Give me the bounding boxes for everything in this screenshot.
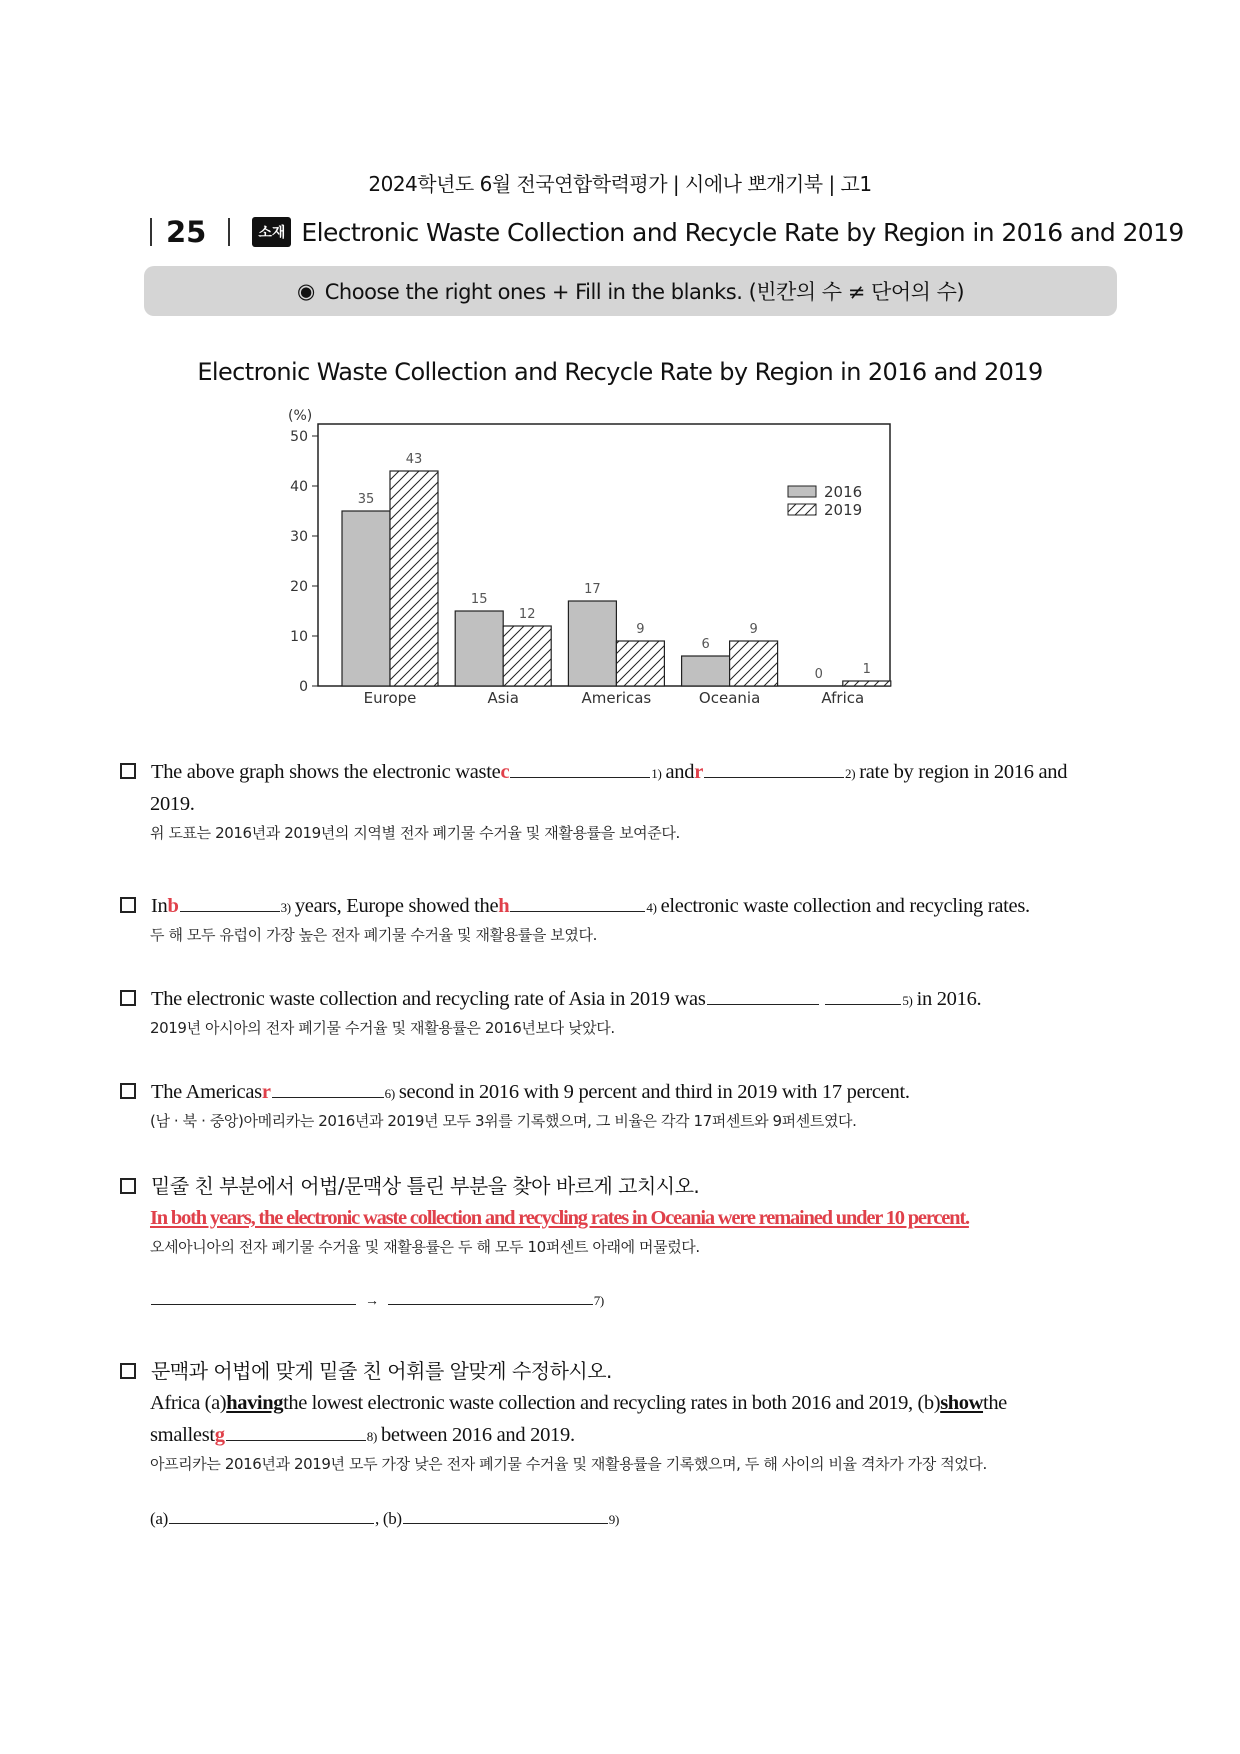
arrow-icon: → [365, 1294, 379, 1309]
data-label: 35 [357, 492, 375, 507]
bar-africa-2019 [843, 681, 891, 686]
underlined-sentence: In both years, the electronic waste collection and recycling rates in Oceania were remained under 10 percent. [150, 1207, 969, 1229]
underlined-word-a: having [226, 1392, 284, 1414]
hint-letter: c [500, 761, 510, 783]
checkbox-icon[interactable] [120, 763, 136, 779]
bullet-icon: ◉ [296, 279, 315, 303]
bar-asia-2016 [455, 611, 503, 686]
checkbox-icon[interactable] [120, 1178, 136, 1194]
answer-blank-1[interactable] [510, 759, 650, 778]
y-axis-unit: (%) [288, 408, 313, 424]
bar-chart [270, 400, 970, 710]
x-tick-label: Oceania [698, 689, 761, 707]
underlined-word-b: show [940, 1392, 984, 1414]
question-4: The Americas r 6) second in 2016 with 9 percent and third in 2019 with 17 percent. (남 · 북 · 중앙)아메리카는 2016년과 2019년 모두 3위를 기록했으며, 그 비율은 각각 17퍼센트와 9퍼센트였다. [120, 1076, 1120, 1134]
legend-label: 2019 [824, 501, 863, 519]
answer-blank-6[interactable] [272, 1079, 384, 1098]
answer-blank-8[interactable] [226, 1422, 366, 1441]
bar-oceania-2019 [730, 641, 778, 686]
korean-translation: (남 · 북 · 중앙)아메리카는 2016년과 2019년 모두 3위를 기록했으며, 그 비율은 각각 17퍼센트와 9퍼센트였다. [150, 1112, 857, 1130]
answer-blank-9a[interactable] [169, 1505, 374, 1524]
chart-title: Electronic Waste Collection and Recycle Rate by Region in 2016 and 2019 [197, 358, 1043, 386]
checkbox-icon[interactable] [120, 990, 136, 1006]
wrong-part-blank[interactable] [151, 1286, 356, 1305]
instruction-banner [144, 266, 1117, 316]
question-5: 밑줄 친 부분에서 어법/문맥상 틀린 부분을 찾아 바르게 고치시오. In both years, the electronic waste collection and recycling rates in Oceania were remained under 10 percent. 오세아니아의 전자 폐기물 수거율 및 재활용률은 두 해 모두 10퍼센트 아래에 머물렀다. → 7) [120, 1170, 1120, 1318]
answer-blank-3[interactable] [180, 893, 280, 912]
instruction-korean: 문맥과 어법에 맞게 밑줄 친 어휘를 알맞게 수정하시오. [151, 1359, 612, 1383]
y-tick-label: 10 [290, 629, 308, 645]
answer-blank-9b[interactable] [403, 1505, 608, 1524]
data-label: 0 [814, 667, 823, 682]
bar-americas-2016 [568, 601, 616, 686]
x-tick-label: Africa [821, 689, 865, 707]
question-2: In b 3) years, Europe showed the h 4) electronic waste collection and recycling rates. 두 해 모두 유럽이 가장 높은 전자 폐기물 수거율 및 재활용률을 보였다. [120, 890, 1120, 948]
y-tick-label: 50 [290, 429, 308, 445]
bar-europe-2016 [342, 511, 390, 686]
answer-blank-4[interactable] [510, 893, 645, 912]
data-label: 1 [862, 662, 871, 677]
data-label: 15 [470, 592, 488, 607]
hint-letter: r [694, 761, 703, 783]
data-label: 6 [701, 637, 710, 652]
instruction-korean: 밑줄 친 부분에서 어법/문맥상 틀린 부분을 찾아 바르게 고치시오. [151, 1174, 700, 1198]
answer-blank-2[interactable] [704, 759, 844, 778]
data-label: 9 [749, 622, 758, 637]
section-title: Electronic Waste Collection and Recycle Rate by Region in 2016 and 2019 [301, 217, 1184, 247]
legend-swatch [788, 504, 816, 515]
page-header-title: 2024학년도 6월 전국연합학력평가 | 시에나 뽀개기북 | 고1 [368, 172, 872, 196]
divider [150, 218, 152, 246]
checkbox-icon[interactable] [120, 1363, 136, 1379]
bar-oceania-2016 [682, 656, 730, 686]
korean-translation: 아프리카는 2016년과 2019년 모두 가장 낮은 전자 폐기물 수거율 및 재활용률을 기록했으며, 두 해 사이의 비율 격차가 가장 적었다. [150, 1455, 987, 1473]
data-label: 17 [584, 582, 601, 597]
instruction-text: Choose the right ones + Fill in the blanks. (빈칸의 수 ≠ 단어의 수) [324, 280, 965, 304]
checkbox-icon[interactable] [120, 1083, 136, 1099]
korean-translation: 2019년 아시아의 전자 폐기물 수거율 및 재활용률은 2016년보다 낮았다. [150, 1019, 615, 1037]
korean-translation: 두 해 모두 유럽이 가장 높은 전자 폐기물 수거율 및 재활용률을 보였다. [150, 926, 597, 944]
question-number: 25 [166, 215, 207, 249]
checkbox-icon[interactable] [120, 897, 136, 913]
bar-americas-2019 [616, 641, 664, 686]
korean-translation: 위 도표는 2016년과 2019년의 지역별 전자 폐기물 수거율 및 재활용률을 보여준다. [150, 824, 680, 842]
data-label: 43 [405, 452, 423, 467]
legend-swatch [788, 486, 816, 497]
divider [228, 218, 230, 246]
x-tick-label: Europe [363, 689, 417, 707]
question-1: The above graph shows the electronic waste c 1) and r 2) rate by region in 2016 and 2019. 위 도표는 2016년과 2019년의 지역별 전자 폐기물 수거율 및 재활용률을 보여준다. [120, 756, 1120, 846]
question-6: 문맥과 어법에 맞게 밑줄 친 어휘를 알맞게 수정하시오. Africa (a) having the lowest electronic waste collection and recycling rates in both 2016 and 2019, (b) show the smallest g 8) between 2016 and 2019. 아프리카는 2016년과 2019년 모두 가장 낮은 전자 폐기물 수거율 및 재활용률을 기록했으며, 두 해 사이의 비율 격차가 가장 적었다. (a) , (b) 9) [120, 1355, 1120, 1535]
topic-badge: 소재 [252, 217, 291, 247]
x-tick-label: Asia [487, 689, 519, 707]
sentence-continuation: 2019. [150, 793, 195, 815]
section-heading [150, 212, 1184, 252]
y-tick-label: 0 [299, 679, 308, 695]
correction-blank[interactable] [388, 1286, 593, 1305]
hint-letter: r [261, 1081, 271, 1103]
hint-letter: b [167, 895, 179, 917]
hint-letter: h [498, 895, 510, 917]
legend-label: 2016 [824, 483, 863, 501]
bar-asia-2019 [503, 626, 551, 686]
answer-blank-5b[interactable] [825, 986, 901, 1005]
bar-europe-2019 [390, 471, 438, 686]
x-tick-label: Americas [581, 689, 652, 707]
hint-letter: g [214, 1424, 225, 1446]
question-3: The electronic waste collection and recycling rate of Asia in 2019 was 5) in 2016. 2019년 아시아의 전자 폐기물 수거율 및 재활용률은 2016년보다 낮았다. [120, 983, 1120, 1041]
data-label: 12 [518, 607, 536, 622]
answer-blank-5a[interactable] [707, 986, 819, 1005]
y-tick-label: 40 [290, 479, 308, 495]
y-tick-label: 30 [290, 529, 308, 545]
y-tick-label: 20 [290, 579, 308, 595]
korean-translation: 오세아니아의 전자 폐기물 수거율 및 재활용률은 두 해 모두 10퍼센트 아래에 머물렀다. [150, 1238, 700, 1256]
data-label: 9 [636, 622, 645, 637]
